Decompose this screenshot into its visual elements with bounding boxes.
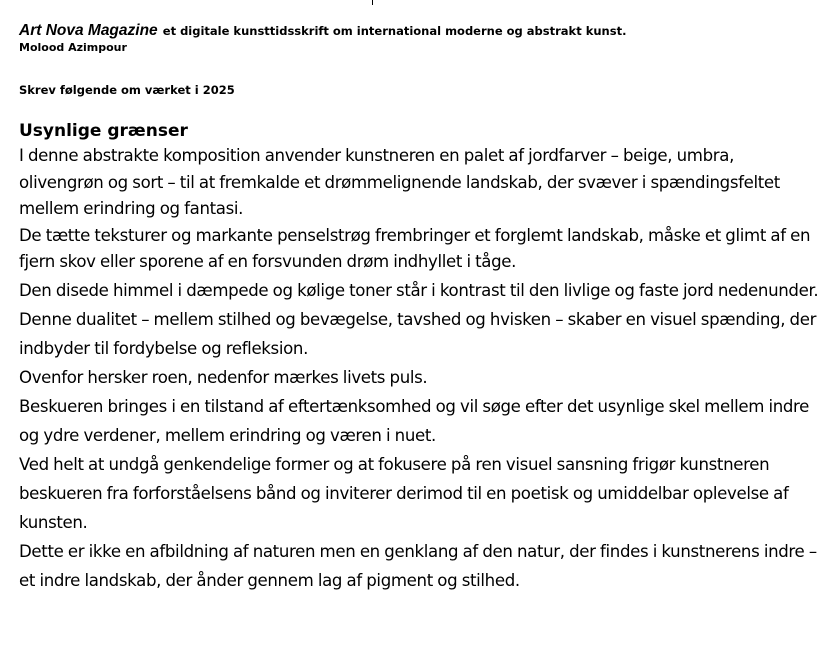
magazine-tagline: et digitale kunsttidsskrift om international moderne og abstrakt kunst.: [162, 24, 627, 38]
article-paragraph: I denne abstrakte komposition anvender kunstneren en palet af jordfarver – beige, umbra, olivengrøn og sort – til at fremkalde et drømmelignende landskab, der svæver i spændingsfeltet mellem erindring og fantasi.: [19, 146, 780, 218]
article-paragraph: Beskueren bringes i en tilstand af eftertænksomhed og vil søge efter det usynlige skel mellem indre og ydre verdener, mellem erindring og væren i nuet.: [19, 396, 810, 445]
article-paragraph: Den disede himmel i dæmpede og kølige toner står i kontrast til den livlige og faste jord nedenunder.: [19, 280, 819, 300]
article-paragraph: Dette er ikke en afbildning af naturen men en genklang af den natur, der findes i kunstnerens indre – et indre landskab, der ånder gennem lag af pigment og stilhed.: [19, 541, 817, 590]
article-paragraph: Ved helt at undgå genkendelige former og at fokusere på ren visuel sansning frigør kunstneren beskueren fra forforståelsens bånd og inviterer derimod til en poetisk og umiddelbar oplevelse af kunsten.: [19, 454, 789, 532]
masthead: [19, 20, 819, 41]
article-paragraph: Denne dualitet – mellem stilhed og bevægelse, tavshed og hvisken – skaber en visuel spænding, der indbyder til fordybelse og refleksion.: [19, 309, 817, 358]
magazine-name: Art Nova Magazine: [19, 22, 158, 39]
article-paragraph: De tætte teksturer og markante penselstrøg frembringer et forglemt landskab, måske et glimt af en fjern skov eller sporene af en forsvunden drøm indhyllet i tåge.: [19, 225, 811, 271]
article: [19, 119, 819, 595]
top-divider-mark: [372, 0, 373, 5]
intro-line: Skrev følgende om værket i 2025: [19, 83, 235, 97]
article-title: Usynlige grænser: [19, 121, 188, 141]
author-name: Molood Azimpour: [19, 41, 127, 54]
article-paragraph: Ovenfor hersker roen, nedenfor mærkes livets puls.: [19, 367, 428, 387]
